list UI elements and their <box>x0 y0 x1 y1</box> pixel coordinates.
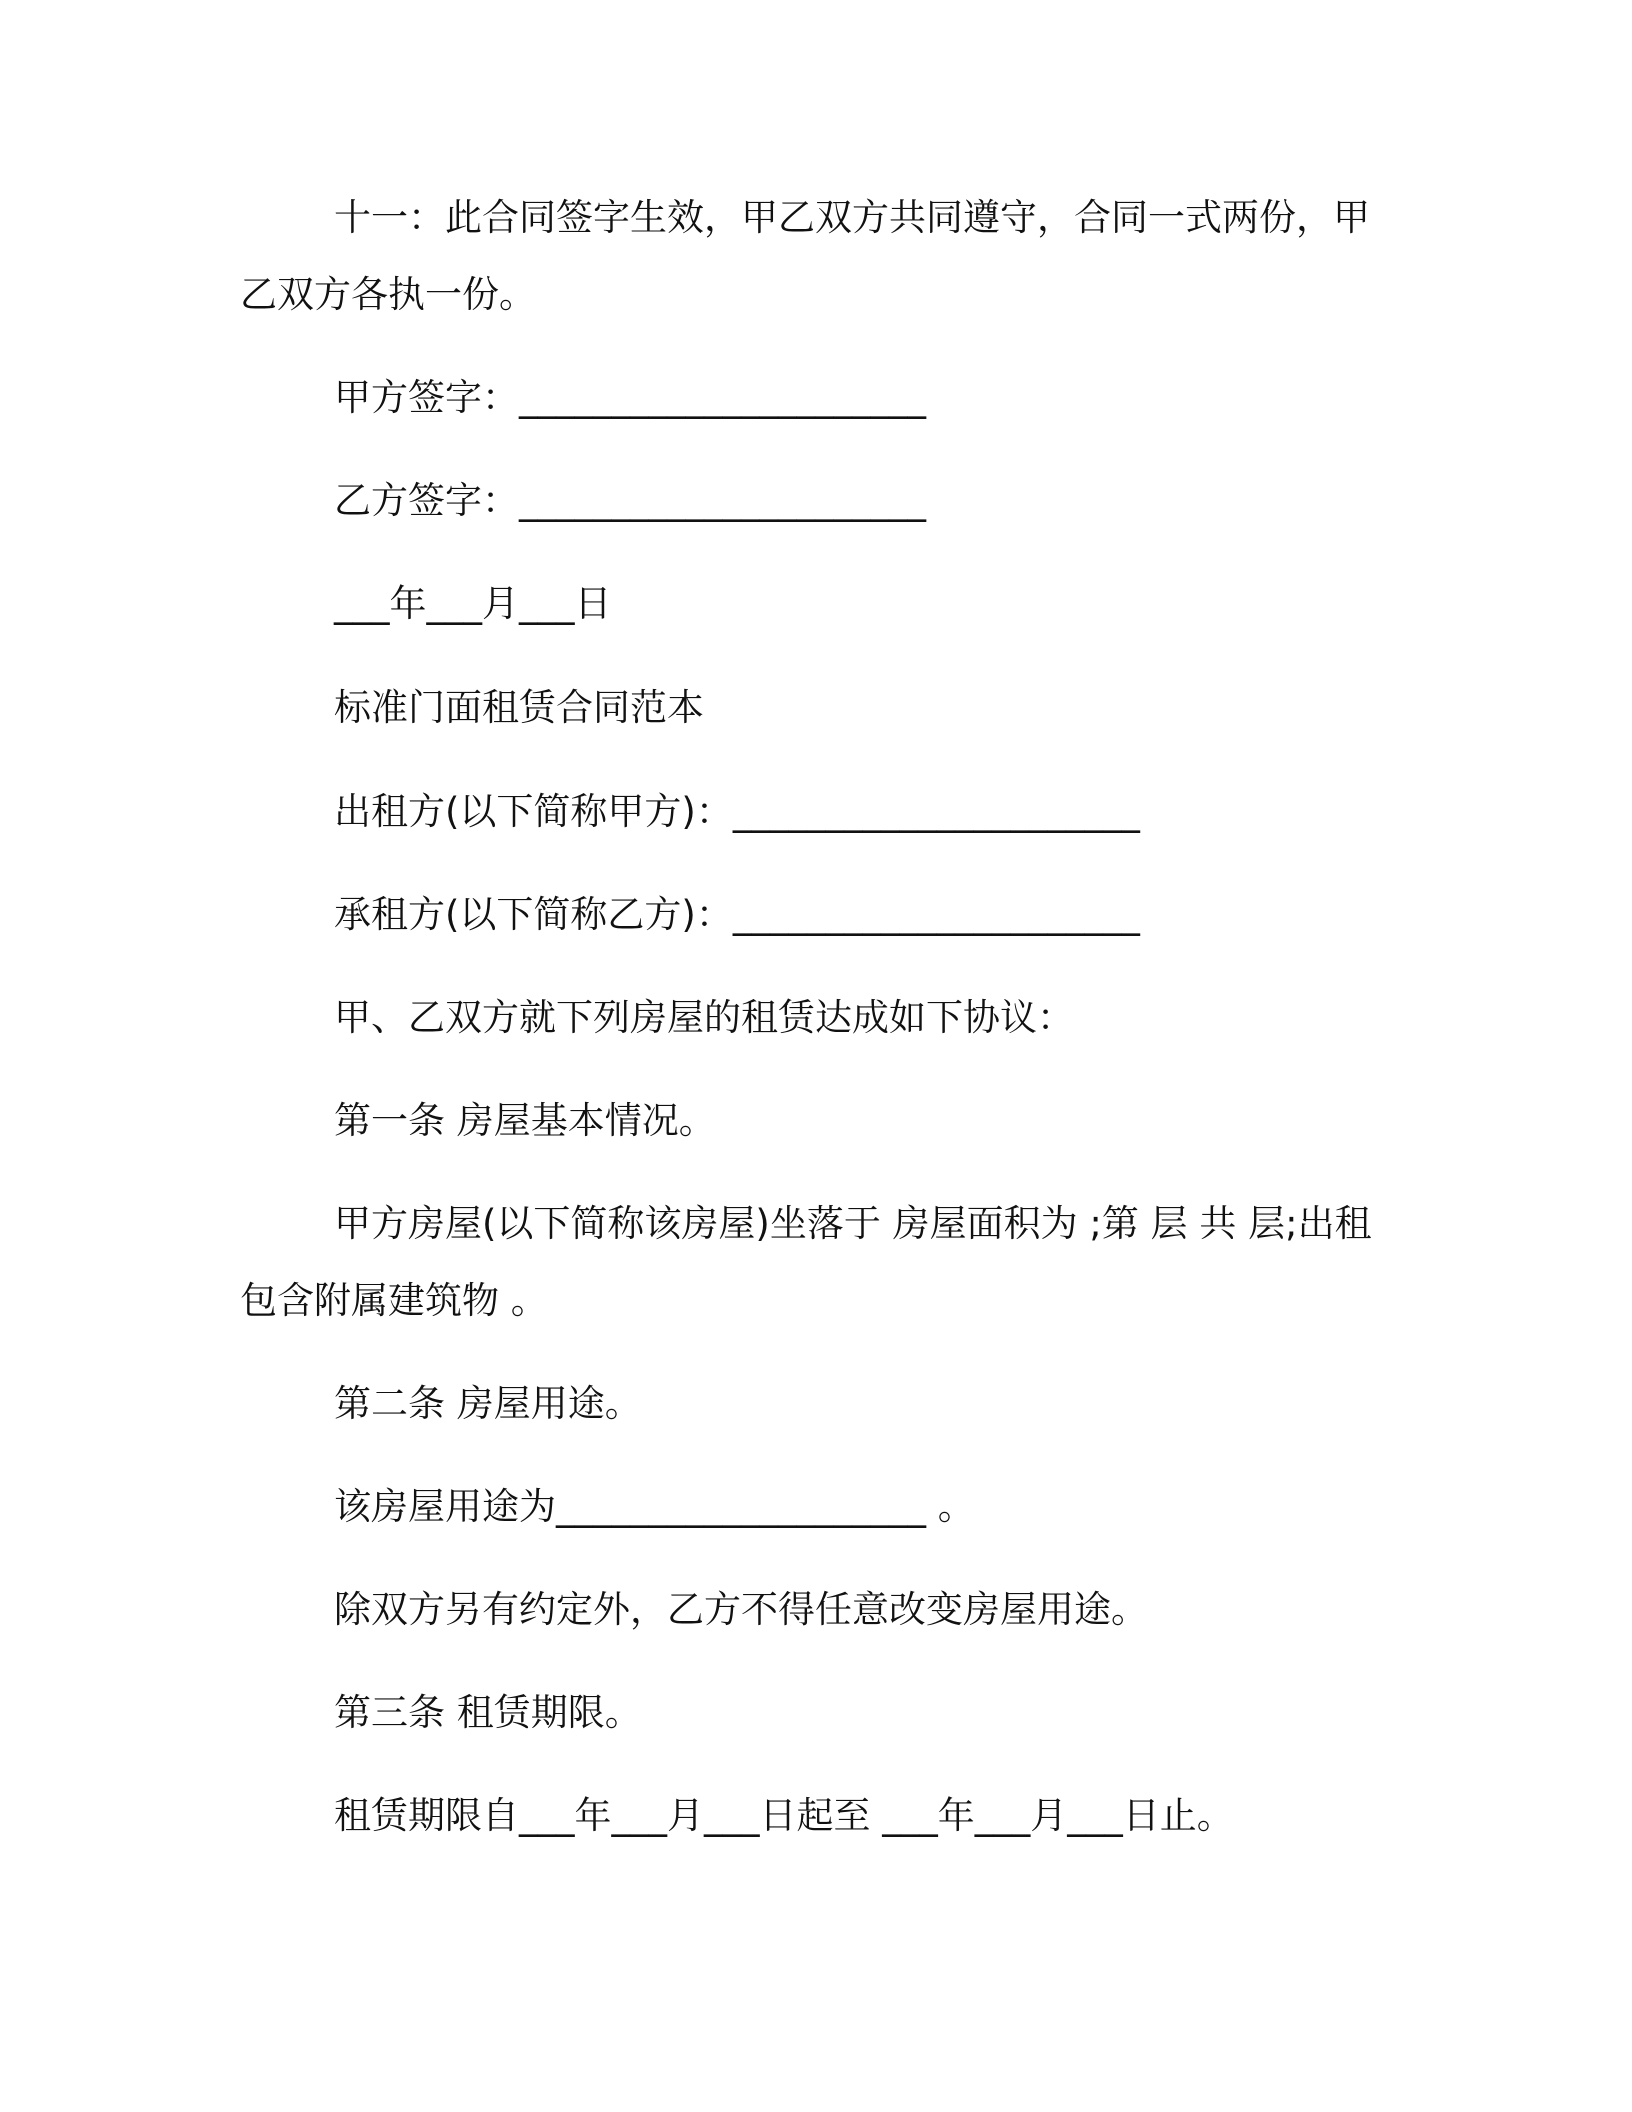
article-one-body-line1: 甲方房屋(以下简称该房屋)坐落于 房屋面积为 ;第 层 共 层;出租 <box>334 1202 1372 1245</box>
party-a-signature: 甲方签字：______________________ <box>334 376 926 419</box>
article-two-heading: 第二条 房屋用途。 <box>334 1382 642 1425</box>
clause-eleven-line2: 乙双方各执一份。 <box>240 273 536 316</box>
lease-term-field: 租赁期限自___年___月___日起至 ___年___月___日止。 <box>334 1794 1234 1837</box>
use-restriction: 除双方另有约定外，乙方不得任意改变房屋用途。 <box>334 1588 1148 1631</box>
agreement-intro: 甲、乙双方就下列房屋的租赁达成如下协议： <box>334 996 1074 1039</box>
contract-title: 标准门面租赁合同范本 <box>334 686 704 729</box>
house-use-field: 该房屋用途为____________________ 。 <box>334 1485 975 1528</box>
clause-eleven-line1: 十一：此合同签字生效，甲乙双方共同遵守，合同一式两份，甲 <box>334 196 1370 239</box>
signature-date: ___年___月___日 <box>334 582 612 625</box>
article-one-body-line2: 包含附属建筑物 。 <box>240 1279 548 1322</box>
lessor-field: 出租方(以下简称甲方)：______________________ <box>334 790 1140 833</box>
article-one-heading: 第一条 房屋基本情况。 <box>334 1099 716 1142</box>
party-b-signature: 乙方签字：______________________ <box>334 479 926 522</box>
lessee-field: 承租方(以下简称乙方)：______________________ <box>334 893 1140 936</box>
article-three-heading: 第三条 租赁期限。 <box>334 1691 642 1734</box>
